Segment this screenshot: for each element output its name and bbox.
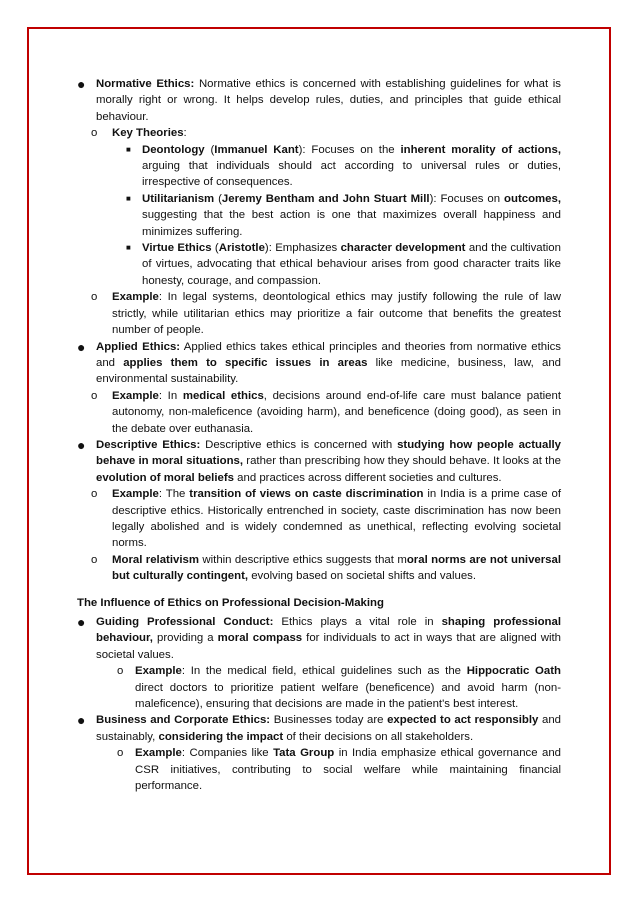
text-fragment: Businesses today are xyxy=(270,714,388,727)
document-body xyxy=(77,76,561,794)
text-fragment: providing a xyxy=(152,632,218,645)
bullet-marker: ● xyxy=(77,76,86,92)
list-item-descriptive-ethics xyxy=(77,437,561,486)
emphasis-text: moral compass xyxy=(217,632,303,645)
emphasis-text: outcomes, xyxy=(504,192,562,205)
term-guiding-conduct: Guiding Professional Conduct: xyxy=(96,616,274,628)
text-fragment: , decisions around end-of-life care must balance patient autonomy, non-maleficence (avoiding harm), and beneficence (doing good), as seen in the debate over euthanasia. xyxy=(112,389,561,435)
text-fragment: of their decisions on all stakeholders. xyxy=(283,730,474,743)
list-item-business-ethics xyxy=(77,712,561,745)
emphasis-text: medical ethics xyxy=(182,389,264,402)
list-item-business-example xyxy=(77,745,561,794)
emphasis-text: considering the impact xyxy=(158,730,284,743)
circle-marker: o xyxy=(91,291,98,304)
term-business-ethics: Business and Corporate Ethics: xyxy=(96,714,271,727)
bullet-marker: ● xyxy=(77,338,86,355)
example-label: Example xyxy=(112,291,159,304)
bullet-marker: ● xyxy=(77,436,86,453)
emphasis-text: shaping professional behaviour, xyxy=(96,616,562,645)
emphasis-text: evolution of moral beliefs xyxy=(96,471,234,484)
text-fragment: suggesting that the best action is one that maximizes overall happiness and minimizes suffering. xyxy=(142,209,561,238)
text-fragment: : Companies like xyxy=(181,747,274,760)
list-item-deontology xyxy=(77,142,561,191)
term-normative-ethics: Normative Ethics: xyxy=(96,78,195,90)
text-fragment: ( xyxy=(214,192,222,205)
example-label: Example xyxy=(112,488,159,501)
bullet-marker: ● xyxy=(77,712,86,729)
text-fragment: : The xyxy=(158,488,190,501)
person-kant: Immanuel Kant xyxy=(214,143,299,156)
list-item-virtue-ethics xyxy=(77,240,561,289)
square-marker: ■ xyxy=(126,193,131,203)
term-utilitarianism: Utilitarianism xyxy=(142,192,215,205)
person-aristotle: Aristotle xyxy=(218,242,265,255)
colon: : xyxy=(183,127,187,140)
emphasis-text: Hippocratic Oath xyxy=(466,665,561,678)
emphasis-text: Tata Group xyxy=(273,747,335,760)
list-item-applied-example xyxy=(77,388,561,437)
section-heading: The Influence of Ethics on Professional Decision-Making xyxy=(77,596,384,609)
example-label: Example xyxy=(135,747,182,760)
text-fragment: Applied ethics takes ethical principles and theories from normative ethics and xyxy=(96,340,561,369)
text-fragment: evolving based on societal shifts and values. xyxy=(248,570,477,583)
list-item-normative-ethics xyxy=(77,76,561,125)
emphasis-text: transition of views on caste discrimination xyxy=(189,488,424,501)
list-item-applied-ethics xyxy=(77,339,561,388)
text-fragment: in India emphasize ethical governance and CSR initiatives, contributing to social welfare while maintaining financial performance. xyxy=(135,747,561,793)
text-fragment: and sustainably, xyxy=(96,714,561,743)
term-moral-relativism: Moral relativism xyxy=(112,553,199,566)
circle-marker: o xyxy=(91,389,98,402)
text-fragment: direct doctors to prioritize patient welfare (beneficence) and avoid harm (non-maleficence), ensuring that decisions are made in the patient's best interest. xyxy=(135,681,561,711)
text-fragment: and practices across different societies and cultures. xyxy=(233,471,502,484)
example-label: Example xyxy=(112,389,159,402)
text-fragment: ): Focuses on xyxy=(429,192,505,205)
emphasis-text: studying how people actually behave in moral situations, xyxy=(96,438,561,468)
text-fragment: like medicine, business, law, and environmental sustainability. xyxy=(96,356,562,386)
list-item-utilitarianism xyxy=(77,191,561,240)
text-fragment: ): Focuses on the xyxy=(298,143,401,156)
circle-marker: o xyxy=(117,665,124,678)
normative-ethics-text: Normative ethics is concerned with establishing guidelines for what is morally right or wrong. It helps develop rules, duties, and principles that guide ethical behaviour. xyxy=(96,78,562,123)
example-label: Example xyxy=(135,665,182,678)
emphasis-text: expected to act responsibly xyxy=(387,714,539,727)
text-fragment: in India is a prime case of descriptive ethics. Historically entrenched in society, caste discrimination has now been legally abolished and is widely condemned as unethical, reflecting evolving societal norms. xyxy=(112,488,561,550)
square-marker: ■ xyxy=(126,144,131,154)
circle-marker: o xyxy=(91,127,98,140)
bullet-marker: ● xyxy=(77,614,86,630)
text-fragment: rather than prescribing how they should behave. It looks at the xyxy=(243,455,561,468)
list-item-key-theories xyxy=(77,125,561,141)
person-bentham-mill: Jeremy Bentham and John Stuart Mill xyxy=(221,192,430,205)
term-virtue-ethics: Virtue Ethics xyxy=(142,242,212,255)
text-fragment: Descriptive ethics is concerned with xyxy=(200,438,398,451)
text-fragment: : In xyxy=(158,389,183,402)
emphasis-text: applies them to specific issues in areas xyxy=(123,356,368,369)
term-deontology: Deontology xyxy=(142,143,205,156)
list-item-guiding-conduct xyxy=(77,614,561,663)
emphasis-text: inherent morality of actions, xyxy=(400,143,561,156)
circle-marker: o xyxy=(91,553,98,566)
list-item-normative-example xyxy=(77,289,561,338)
example-text: : In legal systems, deontological ethics may justify following the rule of law strictly, while utilitarian ethics may prioritize a fair outcome that benefits the greatest number of people. xyxy=(112,291,561,337)
text-fragment: for individuals to act in ways that are aligned with societal values. xyxy=(96,632,561,661)
key-theories-label: Key Theories xyxy=(112,127,184,140)
text-fragment: : In the medical field, ethical guidelines such as the xyxy=(181,665,467,678)
text-fragment: Ethics plays a vital role in xyxy=(273,616,442,628)
square-marker: ■ xyxy=(126,243,131,253)
circle-marker: o xyxy=(91,488,98,501)
list-item-descriptive-example xyxy=(77,486,561,552)
term-applied-ethics: Applied Ethics: xyxy=(96,340,181,353)
emphasis-text: character development xyxy=(340,242,466,255)
text-fragment: within descriptive ethics suggests that m xyxy=(198,553,407,566)
circle-marker: o xyxy=(117,747,124,760)
text-fragment: arguing that individuals should act according to universal rules or duties, irrespective of consequences. xyxy=(142,160,561,189)
list-item-guiding-example xyxy=(77,663,561,712)
term-descriptive-ethics: Descriptive Ethics: xyxy=(96,438,201,451)
text-fragment: and the cultivation of virtues, advocating that ethical behaviour arises from good character traits like honesty, courage, and compassion. xyxy=(142,242,561,287)
list-item-moral-relativism xyxy=(77,552,561,585)
text-fragment: ( xyxy=(204,143,215,156)
emphasis-text: oral norms are not universal but culturally contingent, xyxy=(112,553,562,583)
text-fragment: ): Emphasizes xyxy=(264,242,341,255)
text-fragment: ( xyxy=(211,242,219,255)
